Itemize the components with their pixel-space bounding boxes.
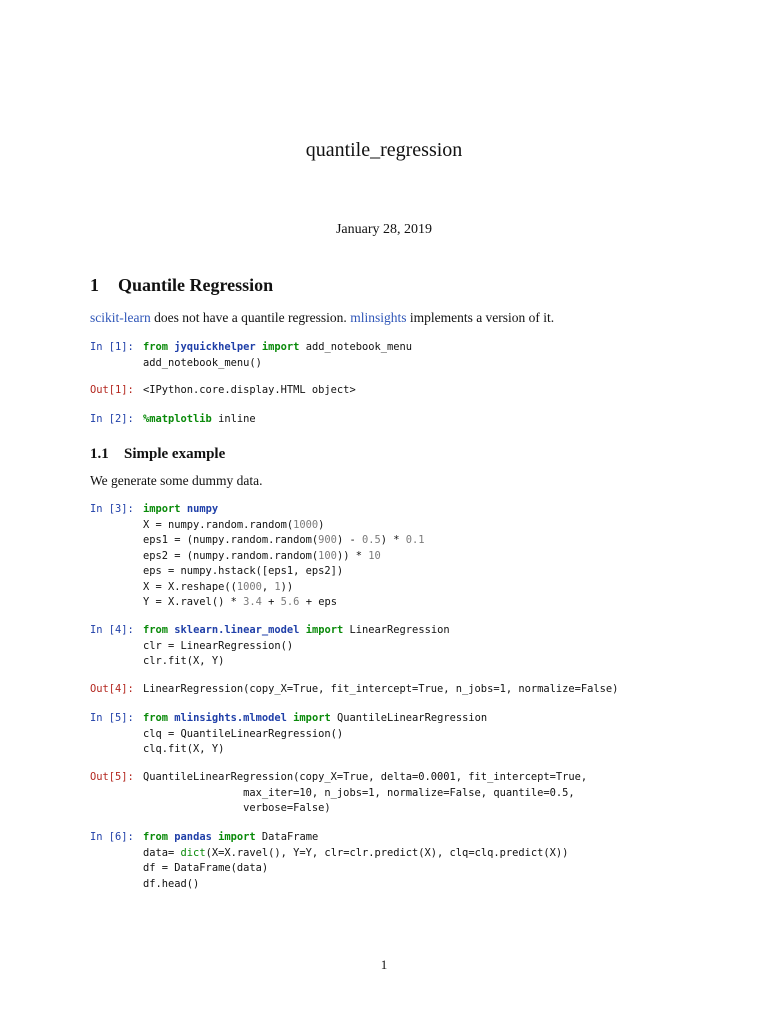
number-literal: 3.4 — [243, 596, 262, 608]
magic-command: %matplotlib — [143, 413, 212, 425]
code-line: clq.fit(X, Y) — [143, 743, 225, 755]
code-text: eps1 = (numpy.random.random( — [143, 534, 319, 546]
mlinsights-link[interactable]: mlinsights — [350, 310, 407, 325]
output-text: LinearRegression(copy_X=True, fit_intercept=True, n_jobs=1, normalize=False) — [143, 683, 619, 695]
code-text: ) * — [380, 534, 406, 546]
code-text: eps2 = (numpy.random.random( — [143, 549, 319, 562]
code-line: clr = LinearRegression() — [143, 639, 294, 652]
code-line: df.head() — [143, 877, 200, 890]
subsection-heading-simple-example — [90, 446, 225, 463]
output-prompt: Out[4]: — [90, 683, 134, 695]
intro-paragraph — [90, 310, 554, 326]
number-literal: 0.1 — [405, 534, 425, 546]
code-block — [143, 623, 450, 670]
number-literal: 1000 — [236, 580, 262, 593]
number-literal: 1 — [274, 580, 281, 593]
number-literal: 5.6 — [280, 596, 300, 608]
code-cell-in-5 — [90, 711, 488, 773]
output-cell-out-5 — [90, 770, 588, 832]
input-prompt: In [3]: — [90, 503, 134, 515]
module-name: mlinsights.mlmodel — [174, 712, 287, 724]
code-cell-in-6 — [90, 830, 569, 892]
input-prompt: In [5]: — [90, 712, 134, 724]
scikit-learn-link[interactable]: scikit-learn — [90, 310, 151, 325]
code-text: X = X.reshape(( — [143, 580, 237, 593]
output-line: max_iter=10, n_jobs=1, normalize=False, quantile=0.5, — [243, 786, 575, 799]
code-text: LinearRegression — [349, 624, 450, 636]
output-line: verbose=False) — [243, 802, 331, 814]
number-literal: 1000 — [293, 518, 319, 531]
input-prompt: In [6]: — [90, 831, 134, 843]
code-text: inline — [218, 413, 256, 425]
output-line: QuantileLinearRegression(copy_X=True, delta=0.0001, fit_intercept=True, — [143, 771, 588, 783]
subsection-title: Simple example — [124, 446, 226, 462]
code-line: clq = QuantileLinearRegression() — [143, 727, 344, 740]
code-text: Y = X.ravel() * — [143, 596, 244, 608]
output-prompt: Out[5]: — [90, 771, 134, 783]
code-text: + — [261, 596, 281, 608]
intro-text-2: implements a version of it. — [406, 310, 555, 325]
code-block — [143, 502, 425, 611]
keyword: import — [143, 503, 181, 515]
subsection-number: 1.1 — [90, 446, 109, 462]
input-prompt: In [2]: — [90, 413, 134, 425]
keyword: import — [218, 831, 256, 843]
module-name: jyquickhelper — [174, 341, 256, 353]
keyword: import — [261, 341, 300, 353]
code-text: , — [261, 580, 275, 593]
code-text: add_notebook_menu — [305, 341, 413, 353]
module-name: numpy — [186, 503, 219, 515]
intro-text-1: does not have a quantile regression. — [150, 310, 351, 325]
page-number: 1 — [380, 957, 388, 972]
code-text: )) * — [336, 549, 369, 562]
number-literal: 10 — [368, 549, 381, 562]
code-block — [143, 711, 487, 758]
code-cell-in-4 — [90, 623, 450, 685]
code-text: (X=X.ravel(), Y=Y, clr=clr.predict(X), clq=clq.predict(X)) — [205, 846, 569, 859]
keyword: from — [143, 712, 169, 724]
module-name: sklearn.linear_model — [174, 624, 300, 636]
module-name: pandas — [174, 831, 212, 843]
section-heading-quantile-regression — [90, 275, 273, 296]
document-title: quantile_regression — [305, 139, 463, 161]
input-prompt: In [4]: — [90, 624, 134, 636]
code-text: )) — [280, 580, 294, 593]
code-text: + eps — [299, 596, 337, 608]
code-line: df = DataFrame(data) — [143, 862, 269, 874]
code-block — [143, 340, 412, 371]
code-text: ) - — [336, 534, 362, 546]
subsection-paragraph: We generate some dummy data. — [90, 473, 263, 488]
code-line: clr.fit(X, Y) — [143, 655, 225, 667]
code-text: QuantileLinearRegression — [336, 712, 488, 724]
code-cell-in-3 — [90, 502, 425, 608]
code-block — [143, 412, 256, 428]
builtin-name: dict — [180, 846, 206, 859]
document-date: January 28, 2019 — [335, 222, 433, 237]
keyword: import — [293, 712, 331, 724]
keyword: from — [143, 831, 169, 843]
number-literal: 100 — [318, 549, 337, 562]
keyword: from — [143, 341, 169, 353]
number-literal: 900 — [318, 534, 337, 546]
code-line: eps = numpy.hstack([eps1, eps2]) — [143, 565, 344, 577]
input-prompt: In [1]: — [90, 341, 134, 353]
code-text: ) — [318, 518, 325, 531]
section-title: Quantile Regression — [118, 275, 274, 295]
code-text: X = numpy.random.random( — [143, 518, 294, 531]
code-text: DataFrame — [261, 831, 319, 843]
code-text: data= — [143, 846, 181, 859]
section-number: 1 — [90, 275, 99, 295]
output-text: <IPython.core.display.HTML object> — [143, 384, 356, 396]
keyword: from — [143, 624, 169, 636]
output-block — [143, 770, 587, 817]
number-literal: 0.5 — [361, 534, 381, 546]
code-line: add_notebook_menu() — [143, 356, 262, 369]
code-block — [143, 830, 568, 892]
keyword: import — [305, 624, 344, 636]
output-prompt: Out[1]: — [90, 384, 134, 396]
